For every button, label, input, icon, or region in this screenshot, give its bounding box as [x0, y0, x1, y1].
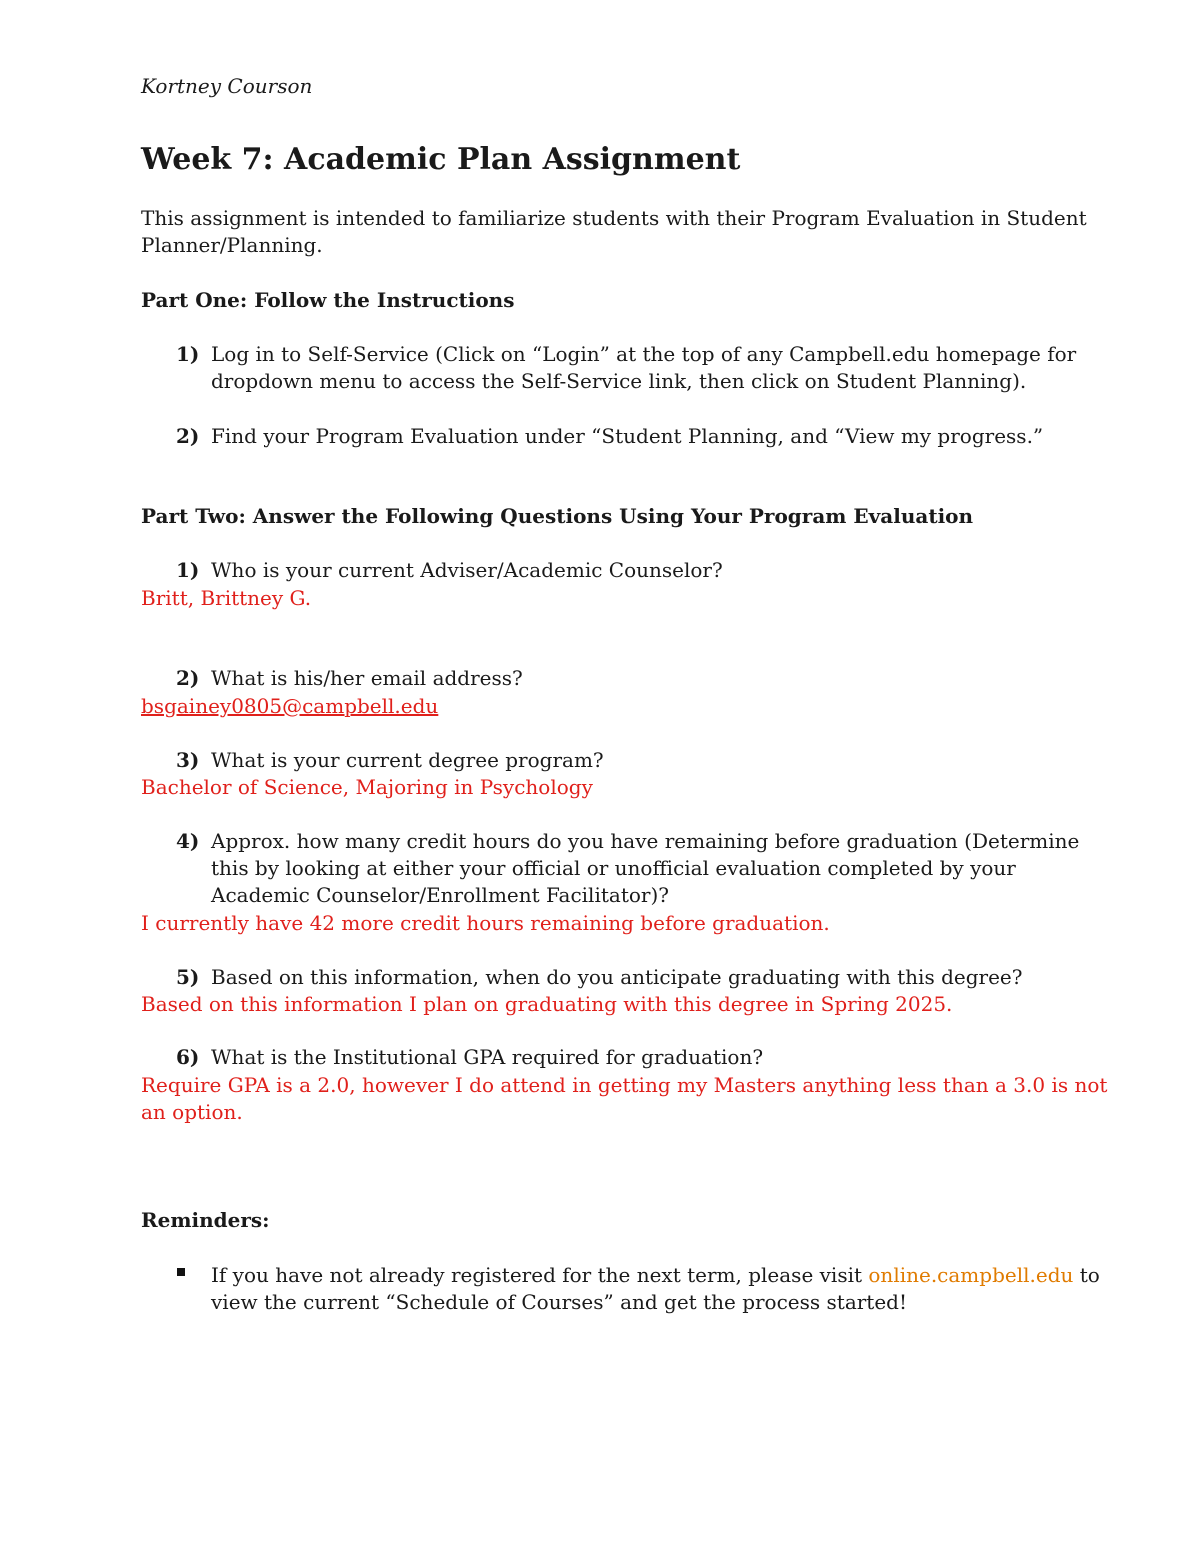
author-name: Kortney Courson: [141, 74, 313, 98]
question-number: 3): [176, 748, 200, 772]
question-text: Who is your current Adviser/Academic Counselor?: [211, 558, 723, 582]
question-text: Academic Counselor/Enrollment Facilitator)?: [211, 883, 669, 907]
reminder-line-1: [211, 1262, 1100, 1289]
part-one-item-number: 1): [176, 342, 200, 366]
part-one-heading: Part One: Follow the Instructions: [141, 288, 515, 312]
intro-line-1: This assignment is intended to familiarize students with their Program Evaluation in Student: [141, 206, 1087, 230]
answer-text: an option.: [141, 1100, 243, 1124]
reminders-heading: Reminders:: [141, 1208, 270, 1232]
question-number: 1): [176, 558, 200, 582]
answer-text: Bachelor of Science, Majoring in Psychology: [141, 775, 593, 799]
part-one-item-number: 2): [176, 424, 200, 448]
question-number: 2): [176, 666, 200, 690]
part-one-item-text: Log in to Self-Service (Click on “Login” at the top of any Campbell.edu homepage for: [211, 342, 1077, 366]
reminder-line-2: view the current “Schedule of Courses” and get the process started!: [211, 1290, 908, 1314]
answer-text: I currently have 42 more credit hours remaining before graduation.: [141, 911, 830, 935]
answer-text: Require GPA is a 2.0, however I do attend in getting my Masters anything less than a 3.0 is not: [141, 1073, 1108, 1097]
question-number: 6): [176, 1045, 200, 1069]
square-bullet-icon: [177, 1268, 185, 1276]
question-text: What is his/her email address?: [211, 666, 523, 690]
question-number: 5): [176, 965, 200, 989]
reminder-text: to: [1073, 1263, 1100, 1287]
adviser-email-link[interactable]: bsgainey0805@campbell.edu: [141, 694, 439, 718]
part-one-item-text: Find your Program Evaluation under “Student Planning, and “View my progress.”: [211, 424, 1044, 448]
intro-line-2: Planner/Planning.: [141, 233, 323, 257]
answer-text: Based on this information I plan on graduating with this degree in Spring 2025.: [141, 992, 953, 1016]
online-campbell-link[interactable]: online.campbell.edu: [868, 1263, 1074, 1287]
question-text: What is your current degree program?: [211, 748, 604, 772]
page-title: Week 7: Academic Plan Assignment: [141, 142, 741, 177]
question-text: Approx. how many credit hours do you have remaining before graduation (Determine: [211, 829, 1080, 853]
reminder-text: If you have not already registered for the next term, please visit: [211, 1263, 869, 1287]
question-text: this by looking at either your official or unofficial evaluation completed by your: [211, 856, 1016, 880]
question-number: 4): [176, 829, 200, 853]
question-text: Based on this information, when do you anticipate graduating with this degree?: [211, 965, 1023, 989]
answer-text: Britt, Brittney G.: [141, 586, 312, 610]
question-text: What is the Institutional GPA required for graduation?: [211, 1045, 764, 1069]
part-one-item-text: dropdown menu to access the Self-Service link, then click on Student Planning).: [211, 369, 1027, 393]
part-two-heading: Part Two: Answer the Following Questions Using Your Program Evaluation: [141, 504, 974, 528]
